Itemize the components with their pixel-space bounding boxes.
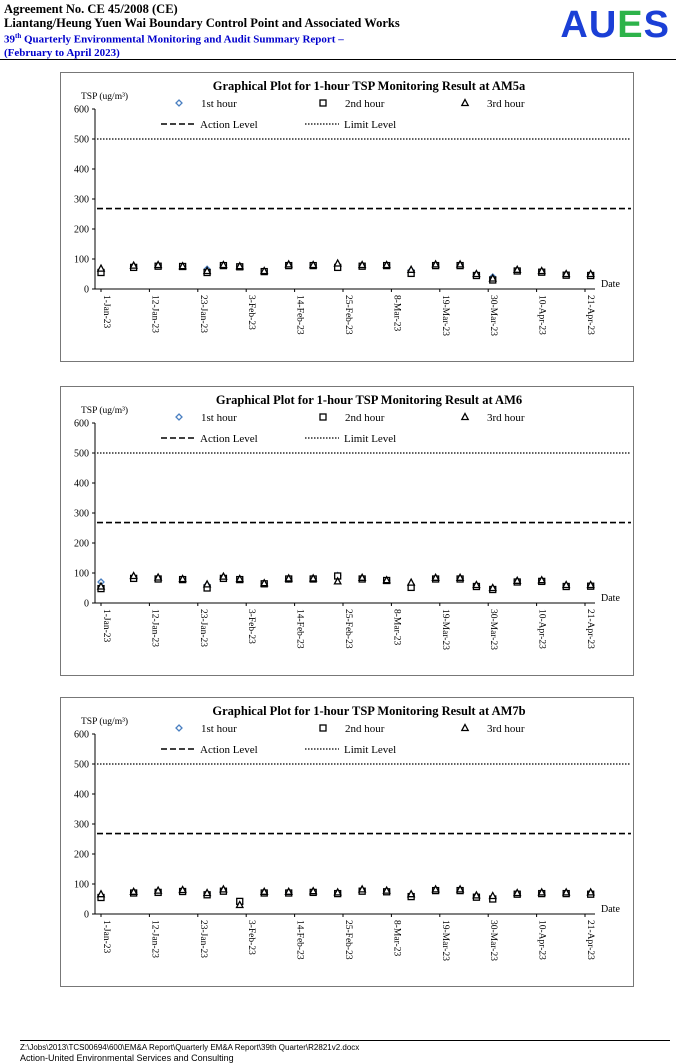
page-footer <box>20 1040 670 1064</box>
y-tick-label: 0 <box>84 598 89 610</box>
chart-svg <box>61 698 633 986</box>
x-tick-label: 1-Jan-23 <box>101 920 111 954</box>
x-tick-label: 14-Feb-23 <box>294 609 305 649</box>
y-tick-label: 500 <box>74 448 89 460</box>
x-tick-label: 12-Jan-23 <box>149 920 160 958</box>
logo-au: AU <box>560 4 618 46</box>
data-point <box>155 574 161 580</box>
data-point <box>310 888 316 894</box>
x-tick-label: 1-Jan-23 <box>101 295 111 329</box>
chart-title: Graphical Plot for 1-hour TSP Monitoring Result at AM6 <box>215 393 523 407</box>
data-point <box>539 577 545 583</box>
report-title-text: Quarterly Environmental Monitoring and Audit Summary Report – <box>21 33 344 46</box>
legend-action-label: Action Level <box>200 119 258 131</box>
data-point <box>286 888 292 894</box>
data-point <box>457 886 463 892</box>
file-path: Z:\Jobs\2013\TCS00694\600\EM&A Report\Quarterly EM&A Report\39th Quarter\R2821v2.docx <box>20 1043 360 1052</box>
x-tick-label: 30-Mar-23 <box>488 295 499 336</box>
x-tick-label: 19-Mar-23 <box>439 920 450 961</box>
legend-label: 3rd hour <box>487 412 525 424</box>
data-point <box>563 271 569 277</box>
legend-label: 3rd hour <box>487 723 525 735</box>
y-tick-label: 300 <box>74 819 89 831</box>
legend-label: 2nd hour <box>345 98 385 110</box>
data-point <box>490 893 496 899</box>
legend-marker <box>176 414 182 420</box>
data-point <box>334 260 340 266</box>
report-period: (February to April 2023) <box>4 46 120 59</box>
legend-marker <box>462 100 468 106</box>
legend-marker <box>320 100 326 106</box>
data-point <box>155 262 161 268</box>
legend-marker <box>462 725 468 731</box>
legend-marker <box>320 725 326 731</box>
data-point <box>220 886 226 892</box>
y-tick-label: 300 <box>74 508 89 520</box>
y-tick-label: 100 <box>74 254 89 266</box>
data-point <box>432 261 438 267</box>
data-point <box>98 583 104 589</box>
x-tick-label: 1-Jan-23 <box>101 609 111 643</box>
data-point <box>220 573 226 579</box>
x-tick-label: 3-Feb-23 <box>246 609 257 644</box>
legend-label: 1st hour <box>201 723 237 735</box>
company-name: Action-United Environmental Services and Consulting <box>20 1053 234 1063</box>
y-tick-label: 200 <box>74 849 89 861</box>
x-axis-label: Date <box>601 593 620 604</box>
legend-marker <box>462 414 468 420</box>
data-point <box>457 261 463 267</box>
x-axis-label: Date <box>601 904 620 915</box>
legend-action-label: Action Level <box>200 744 258 756</box>
legend-label: 2nd hour <box>345 412 385 424</box>
x-tick-label: 12-Jan-23 <box>149 609 160 647</box>
logo-e: E <box>617 4 644 46</box>
x-tick-label: 21-Apr-23 <box>585 295 595 335</box>
x-tick-label: 23-Jan-23 <box>197 295 208 333</box>
x-tick-label: 25-Feb-23 <box>343 609 353 649</box>
legend-label: 2nd hour <box>345 723 385 735</box>
y-tick-label: 100 <box>74 568 89 580</box>
logo-s: S <box>643 4 670 46</box>
chart-title: Graphical Plot for 1-hour TSP Monitoring Result at AM7b <box>212 704 526 718</box>
y-tick-label: 500 <box>74 759 89 771</box>
data-point <box>490 585 496 591</box>
x-tick-label: 8-Mar-23 <box>391 295 402 332</box>
data-point <box>408 891 414 897</box>
data-point <box>155 887 161 893</box>
y-tick-label: 0 <box>84 284 89 296</box>
y-axis-label: TSP (ug/m³) <box>81 406 129 416</box>
y-tick-label: 600 <box>74 104 89 116</box>
data-point <box>179 887 185 893</box>
header-divider <box>0 59 676 60</box>
project-title: Liantang/Heung Yuen Wai Boundary Control Point and Associated Works <box>4 16 400 30</box>
data-point <box>408 579 414 585</box>
data-point <box>563 582 569 588</box>
data-point <box>408 266 414 272</box>
x-tick-label: 3-Feb-23 <box>246 295 257 330</box>
data-point <box>457 574 463 580</box>
data-point <box>539 889 545 895</box>
legend-action-label: Action Level <box>200 433 258 445</box>
data-point <box>359 574 365 580</box>
y-tick-label: 200 <box>74 224 89 236</box>
x-tick-label: 8-Mar-23 <box>391 609 402 646</box>
data-point <box>98 891 104 897</box>
x-tick-label: 14-Feb-23 <box>294 920 305 960</box>
y-tick-label: 100 <box>74 879 89 891</box>
y-tick-label: 400 <box>74 478 89 490</box>
y-axis-label: TSP (ug/m³) <box>81 717 129 727</box>
x-tick-label: 14-Feb-23 <box>294 295 305 335</box>
x-tick-label: 12-Jan-23 <box>149 295 160 333</box>
data-point <box>432 886 438 892</box>
data-point <box>514 890 520 896</box>
legend-limit-label: Limit Level <box>344 744 397 756</box>
y-tick-label: 0 <box>84 909 89 921</box>
data-point <box>359 886 365 892</box>
legend-limit-label: Limit Level <box>344 119 397 131</box>
legend-marker <box>176 100 182 106</box>
x-tick-label: 10-Apr-23 <box>536 609 547 649</box>
data-point <box>204 581 210 587</box>
x-tick-label: 23-Jan-23 <box>197 609 208 647</box>
x-tick-label: 25-Feb-23 <box>343 920 353 960</box>
aues-logo <box>560 6 670 44</box>
y-tick-label: 400 <box>74 164 89 176</box>
legend-label: 3rd hour <box>487 98 525 110</box>
y-axis-label: TSP (ug/m³) <box>81 92 129 102</box>
data-point <box>514 266 520 272</box>
y-tick-label: 600 <box>74 729 89 741</box>
x-tick-label: 23-Jan-23 <box>197 920 208 958</box>
x-tick-label: 10-Apr-23 <box>536 295 547 335</box>
data-point <box>587 582 593 588</box>
data-point <box>130 573 136 579</box>
data-point <box>334 889 340 895</box>
y-tick-label: 200 <box>74 538 89 550</box>
chart-am6 <box>60 386 634 676</box>
agreement-number: Agreement No. CE 45/2008 (CE) <box>4 2 178 16</box>
x-tick-label: 21-Apr-23 <box>585 920 595 960</box>
data-point <box>587 889 593 895</box>
y-tick-label: 400 <box>74 789 89 801</box>
x-tick-label: 30-Mar-23 <box>488 609 499 650</box>
legend-label: 1st hour <box>201 412 237 424</box>
chart-am5a <box>60 72 634 362</box>
y-tick-label: 300 <box>74 194 89 206</box>
data-point <box>473 582 479 588</box>
report-number: 39 <box>4 33 15 46</box>
data-point <box>130 262 136 268</box>
data-point <box>539 268 545 274</box>
footer-divider <box>20 1040 670 1041</box>
data-point <box>514 577 520 583</box>
data-point <box>563 889 569 895</box>
x-tick-label: 19-Mar-23 <box>439 295 450 336</box>
legend-label: 1st hour <box>201 98 237 110</box>
x-tick-label: 21-Apr-23 <box>585 609 595 649</box>
x-tick-label: 8-Mar-23 <box>391 920 402 957</box>
x-tick-label: 3-Feb-23 <box>246 920 257 955</box>
legend-marker <box>320 414 326 420</box>
y-tick-label: 600 <box>74 418 89 430</box>
chart-svg <box>61 73 633 361</box>
data-point <box>261 888 267 894</box>
data-point <box>286 261 292 267</box>
chart-svg <box>61 387 633 675</box>
data-point <box>130 888 136 894</box>
report-number-suffix: th <box>15 32 22 40</box>
x-tick-label: 25-Feb-23 <box>343 295 353 335</box>
chart-am7b <box>60 697 634 987</box>
data-point <box>432 574 438 580</box>
data-point <box>383 887 389 893</box>
chart-title: Graphical Plot for 1-hour TSP Monitoring Result at AM5a <box>212 79 526 93</box>
x-tick-label: 30-Mar-23 <box>488 920 499 961</box>
data-point <box>473 271 479 277</box>
x-tick-label: 19-Mar-23 <box>439 609 450 650</box>
legend-marker <box>176 725 182 731</box>
data-point <box>98 265 104 271</box>
x-tick-label: 10-Apr-23 <box>536 920 547 960</box>
data-point <box>473 892 479 898</box>
data-point <box>204 890 210 896</box>
legend-limit-label: Limit Level <box>344 433 397 445</box>
data-point <box>587 271 593 277</box>
x-axis-label: Date <box>601 279 620 290</box>
y-tick-label: 500 <box>74 134 89 146</box>
data-point <box>359 262 365 268</box>
